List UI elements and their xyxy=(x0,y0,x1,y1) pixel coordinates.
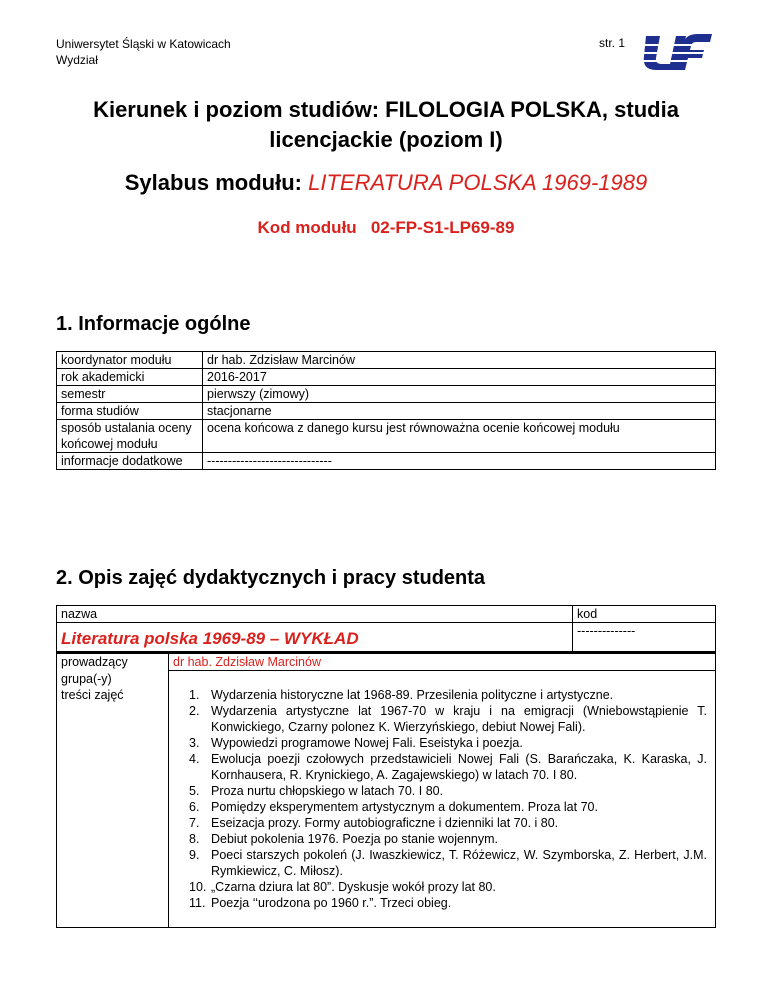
info-value: pierwszy (zimowy) xyxy=(203,386,716,403)
syllabus-title xyxy=(56,170,716,196)
info-row xyxy=(57,420,716,453)
info-label: semestr xyxy=(57,386,203,403)
section2-heading: 2. Opis zajęć dydaktycznych i pracy studenta xyxy=(56,567,486,589)
general-info-table xyxy=(56,351,716,470)
code-label: kod xyxy=(573,606,716,623)
topic-text: Debiut pokolenia 1976. Poezja po stanie wojennym. xyxy=(211,832,498,846)
topic-number: 10. xyxy=(189,880,207,894)
info-label: sposób ustalania oceny końcowej modułu xyxy=(57,420,203,453)
topic-number: 3. xyxy=(189,736,200,750)
group-label: grupa(-y) xyxy=(57,671,169,687)
syllabus-prefix: Sylabus modułu: xyxy=(124,170,309,195)
course-topics xyxy=(169,671,716,928)
name-label: nazwa xyxy=(57,606,573,623)
info-value: dr hab. Zdzisław Marcinów xyxy=(203,352,716,369)
topic-text: „Czarna dziura lat 80”. Dyskusje wokół prozy lat 80. xyxy=(211,880,496,894)
topic-text: Wypowiedzi programowe Nowej Fali. Eseistyka i poezja. xyxy=(211,736,523,750)
course-description-table xyxy=(56,605,716,928)
info-row xyxy=(57,403,716,420)
topic-item xyxy=(173,879,707,895)
info-value: ocena końcowa z danego kursu jest równoważna ocenie końcowej modułu xyxy=(203,420,716,453)
topic-item xyxy=(173,895,707,911)
topic-number: 8. xyxy=(189,832,200,846)
university-name: Uniwersytet Śląski w Katowicach xyxy=(56,37,231,51)
module-code: Kod modułu 02-FP-S1-LP69-89 xyxy=(257,218,515,237)
info-row xyxy=(57,453,716,470)
info-value: ------------------------------ xyxy=(203,453,716,470)
topic-item xyxy=(173,687,707,703)
topic-item xyxy=(173,815,707,831)
topic-text: Proza nurtu chłopskiego w latach 70. I 80. xyxy=(211,784,444,798)
info-label: koordynator modułu xyxy=(57,352,203,369)
lecturer-name: dr hab. Zdzisław Marcinów xyxy=(169,653,716,671)
topic-item xyxy=(173,735,707,751)
topic-text: Wydarzenia historyczne lat 1968-89. Przesilenia polityczne i artystyczne. xyxy=(211,688,614,702)
faculty-name: Wydział xyxy=(56,53,98,67)
course-code: -------------- xyxy=(573,623,716,653)
info-label: rok akademicki xyxy=(57,369,203,386)
topic-item xyxy=(173,847,707,879)
topic-text: Eseizacja prozy. Formy autobiograficzne i dzienniki lat 70. i 80. xyxy=(211,816,559,830)
topic-number: 11. xyxy=(189,896,206,910)
topic-item xyxy=(173,783,707,799)
topic-item xyxy=(173,751,707,783)
topic-number: 9. xyxy=(189,848,200,862)
topic-number: 1. xyxy=(189,688,200,702)
lecturer-label: prowadzący xyxy=(57,653,169,671)
topic-item xyxy=(173,831,707,847)
university-logo xyxy=(640,30,714,74)
topic-text: Poezja ‘‘urodzona po 1960 r.”. Trzeci obieg. xyxy=(211,896,452,910)
header-left xyxy=(56,36,231,68)
page-title: Kierunek i poziom studiów: FILOLOGIA POLSKA, studia licencjackie (poziom I) xyxy=(93,97,679,152)
section1-heading: 1. Informacje ogólne xyxy=(56,313,251,335)
topic-text: Ewolucja poezji czołowych przedstawicieli Nowej Fali (S. Barańczaka, K. Karaska, J. Kornhausera, R. Krynickiego, A. Zagajewskiego) w latach 70. I 80. xyxy=(211,752,707,782)
topic-item xyxy=(173,703,707,735)
topic-item xyxy=(173,799,707,815)
topic-text: Poeci starszych pokoleń (J. Iwaszkiewicz, T. Różewicz, W. Szymborska, Z. Herbert, J.M. Rymkiewicz, C. Miłosz). xyxy=(211,848,707,878)
topic-number: 5. xyxy=(189,784,200,798)
page-number: str. 1 xyxy=(599,36,626,50)
info-row xyxy=(57,386,716,403)
info-label: forma studiów xyxy=(57,403,203,420)
topic-text: Wydarzenia artystyczne lat 1967-70 w kraju i na emigracji (Wniebowstąpienie T. Konwickiego, Czarny polonez K. Wierzyńskiego, debiut Nowej Fali). xyxy=(211,704,707,734)
info-label: informacje dodatkowe xyxy=(57,453,203,470)
topic-number: 2. xyxy=(189,704,200,718)
info-value: 2016-2017 xyxy=(203,369,716,386)
topic-number: 6. xyxy=(189,800,200,814)
topic-number: 7. xyxy=(189,816,200,830)
syllabus-module-name: LITERATURA POLSKA 1969-1989 xyxy=(308,170,648,195)
info-value: stacjonarne xyxy=(203,403,716,420)
content-label: treści zajęć xyxy=(57,687,169,928)
topic-number: 4. xyxy=(189,752,200,766)
course-name: Literatura polska 1969-89 – WYKŁAD xyxy=(57,623,573,653)
info-row xyxy=(57,352,716,369)
topic-text: Pomiędzy eksperymentem artystycznym a dokumentem. Proza lat 70. xyxy=(211,800,598,814)
info-row xyxy=(57,369,716,386)
